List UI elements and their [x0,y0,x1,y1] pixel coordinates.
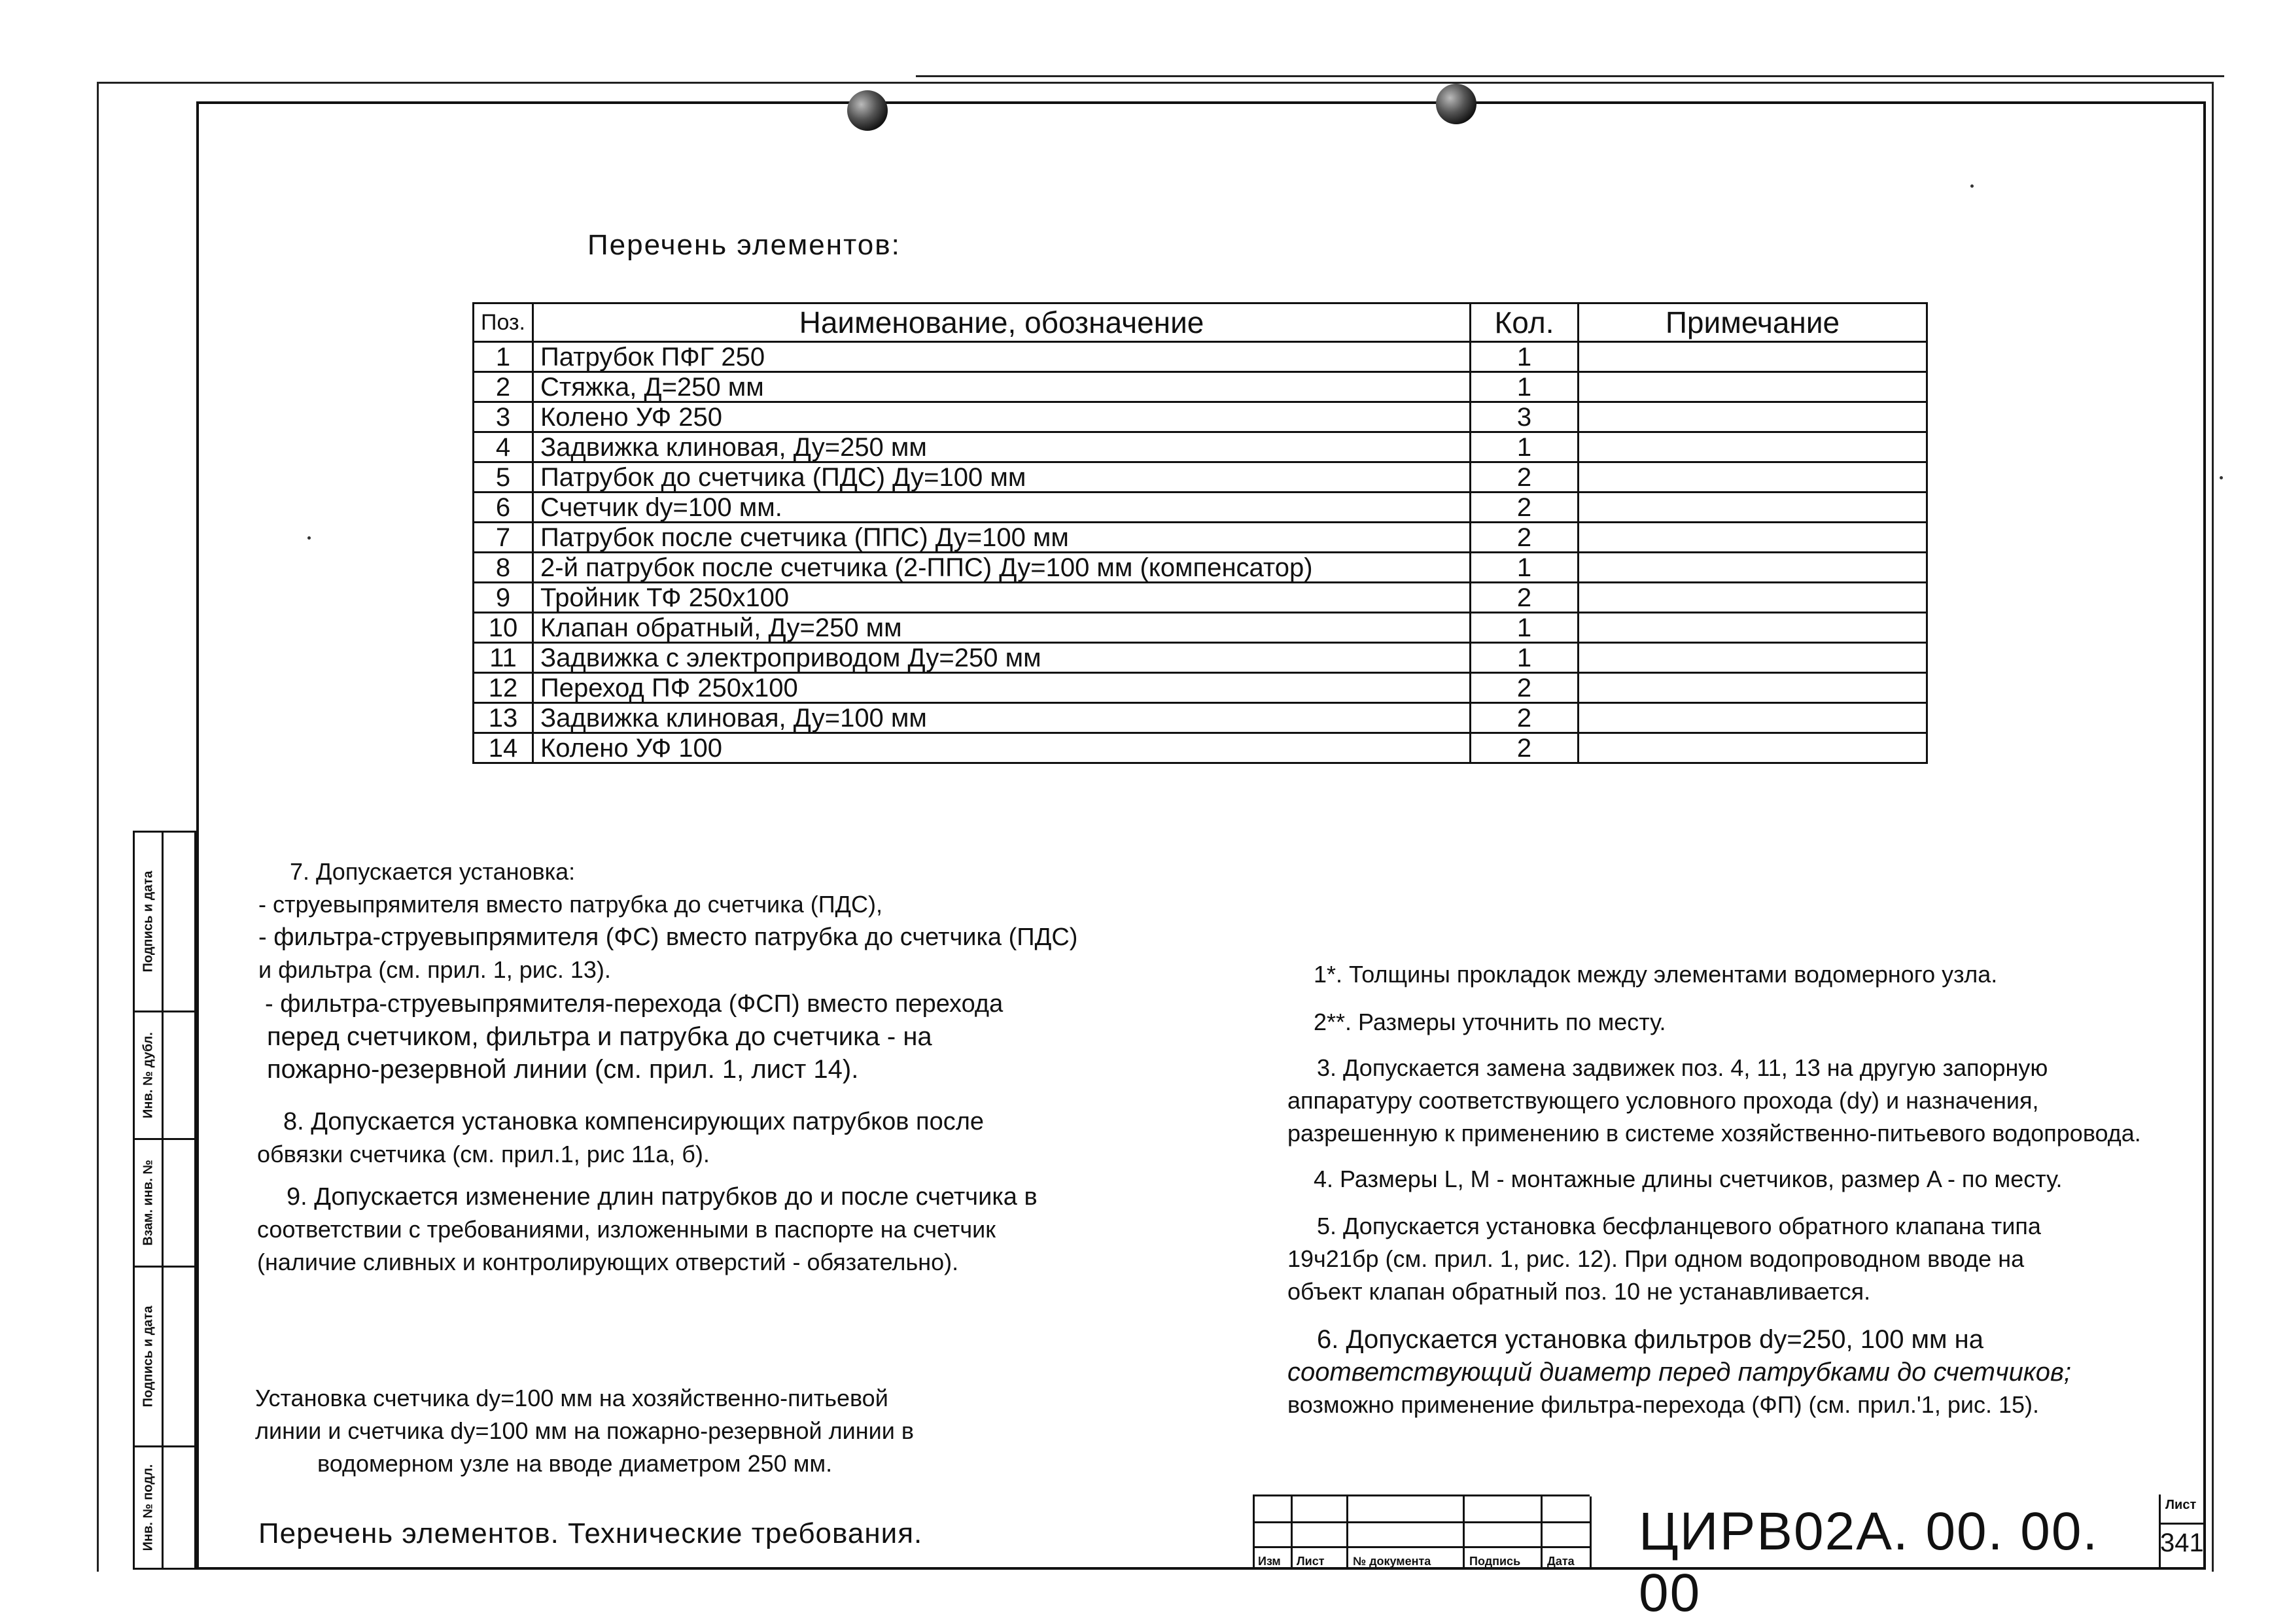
row-name: Патрубок после счетчика (ППС) Ду=100 мм [533,523,1471,553]
table-row [474,402,1927,432]
row-quantity: 1 [1471,553,1579,583]
table-row [474,492,1927,523]
drawing-caption-line: водомерном узле на вводе диаметром 250 мм. [317,1450,833,1477]
revision-col-label: Изм [1258,1555,1281,1568]
row-name: Задвижка с электроприводом Ду=250 мм [533,643,1471,673]
row-name: Патрубок ПФГ 250 [533,342,1471,372]
sheet-label: Лист [2165,1498,2197,1512]
row-position: 14 [474,733,533,763]
row-note [1579,673,1927,703]
row-position: 3 [474,402,533,432]
row-quantity: 2 [1471,523,1579,553]
table-row [474,523,1927,553]
sheet-box-divider [2159,1523,2206,1525]
stamp-label: Подпись и дата [141,871,155,973]
date-col-label: Дата [1547,1555,1575,1568]
note-8-line: 8. Допускается установка компенсирующих патрубков после [283,1108,985,1135]
row-name: Стяжка, Д=250 мм [533,372,1471,402]
table-row [474,462,1927,492]
note-2: 2**. Размеры уточнить по месту. [1314,1009,1666,1035]
row-position: 8 [474,553,533,583]
table-row [474,613,1927,643]
row-position: 9 [474,583,533,613]
row-note [1579,462,1927,492]
stamp-label: Подпись и дата [141,1305,155,1408]
row-quantity: 2 [1471,583,1579,613]
row-quantity: 2 [1471,673,1579,703]
row-name: Задвижка клиновая, Ду=250 мм [533,432,1471,462]
table-row [474,733,1927,763]
row-name: Задвижка клиновая, Ду=100 мм [533,703,1471,733]
row-note [1579,342,1927,372]
sheet-col-label: Лист [1297,1555,1325,1568]
row-quantity: 3 [1471,402,1579,432]
row-position: 6 [474,492,533,523]
elements-table [472,302,1928,764]
stamp-label: Взам. инв. № [141,1160,155,1246]
note-7-title: 7. Допускается установка: [290,858,576,885]
row-position: 5 [474,462,533,492]
row-note [1579,372,1927,402]
note-7-line: - струевыпрямителя вместо патрубка до счетчика (ПДС), [258,891,882,918]
scan-speck [2220,476,2223,479]
row-quantity: 1 [1471,432,1579,462]
row-note [1579,402,1927,432]
row-name: Клапан обратный, Ду=250 мм [533,613,1471,643]
row-position: 13 [474,703,533,733]
note-7-line: перед счетчиком, фильтра и патрубка до счетчика - на [267,1022,932,1051]
row-position: 11 [474,643,533,673]
row-position: 7 [474,523,533,553]
pushpin-icon [847,90,888,131]
row-quantity: 2 [1471,733,1579,763]
elements-list-heading: Перечень элементов: [587,229,901,261]
row-note [1579,703,1927,733]
table-header-row [474,303,1927,342]
row-name: Переход ПФ 250х100 [533,673,1471,703]
row-position: 12 [474,673,533,703]
revision-grid [1253,1494,1590,1570]
drawing-caption-line: линии и счетчика dy=100 мм на пожарно-резервной линии в [255,1417,914,1444]
col-pos-header: Поз. [474,303,533,342]
note-5-line: объект клапан обратный поз. 10 не устанавливается. [1287,1278,1871,1305]
row-quantity: 2 [1471,492,1579,523]
row-note [1579,613,1927,643]
pushpin-icon [1436,84,1476,124]
row-position: 2 [474,372,533,402]
note-7-line: - фильтра-струевыпрямителя (ФС) вместо патрубка до счетчика (ПДС) [258,924,1078,951]
stamp-label: Инв. № дубл. [141,1032,155,1118]
row-position: 4 [474,432,533,462]
table-row [474,643,1927,673]
row-quantity: 1 [1471,342,1579,372]
note-5-line: 5. Допускается установка бесфланцевого обратного клапана типа [1317,1213,2041,1239]
note-9-line: соответствии с требованиями, изложенными в паспорте на счетчик [257,1216,996,1243]
table-body [474,342,1927,763]
col-name-header: Наименование, обозначение [533,303,1471,342]
scan-speck [1970,184,1974,188]
row-note [1579,492,1927,523]
note-3-line: аппаратуру соответствующего условного прохода (dy) и назначения, [1287,1087,2039,1114]
note-7-line: и фильтра (см. прил. 1, рис. 13). [258,956,611,983]
table-row [474,432,1927,462]
note-6-line: соответствующий диаметр перед патрубками до счетчиков; [1287,1358,2072,1387]
row-note [1579,432,1927,462]
table-row [474,703,1927,733]
scan-speck [307,536,311,540]
sheet-title: Перечень элементов. Технические требования. [258,1517,923,1549]
note-4: 4. Размеры L, M - монтажные длины счетчиков, размер A - по месту. [1314,1166,2063,1192]
stamp-cell [135,1268,194,1447]
document-col-label: № документа [1353,1555,1431,1568]
row-name: Колено УФ 100 [533,733,1471,763]
row-name: 2-й патрубок после счетчика (2-ППС) Ду=100 мм (компенсатор) [533,553,1471,583]
row-name: Тройник ТФ 250х100 [533,583,1471,613]
row-position: 10 [474,613,533,643]
note-6-line: 6. Допускается установка фильтров dy=250, 100 мм на [1317,1325,1984,1354]
table-row [474,553,1927,583]
sheet-number: 341 [2160,1529,2204,1557]
note-9-line: 9. Допускается изменение длин патрубков до и после счетчика в [287,1183,1038,1211]
row-name: Счетчик dy=100 мм. [533,492,1471,523]
note-1: 1*. Толщины прокладок между элементами водомерного узла. [1314,961,1998,988]
top-border-line [916,75,2224,77]
row-note [1579,523,1927,553]
row-quantity: 1 [1471,613,1579,643]
note-6-line: возможно применение фильтра-перехода (ФП) (см. прил.'1, рис. 15). [1287,1391,2039,1418]
stamp-cell [135,1140,194,1268]
table-row [474,372,1927,402]
signature-col-label: Подпись [1469,1555,1521,1568]
table-row [474,342,1927,372]
note-9-line: (наличие сливных и контролирующих отверстий - обязательно). [257,1249,959,1275]
col-note-header: Примечание [1579,303,1927,342]
stamp-cell [135,833,194,1012]
stamp-label: Инв. № подл. [141,1464,155,1551]
row-position: 1 [474,342,533,372]
row-quantity: 2 [1471,703,1579,733]
side-stamp [133,831,196,1570]
drawing-caption-line: Установка счетчика dy=100 мм на хозяйственно-питьевой [255,1385,888,1411]
stamp-cell [135,1012,194,1140]
row-name: Колено УФ 250 [533,402,1471,432]
row-quantity: 2 [1471,462,1579,492]
stamp-cell [135,1447,194,1568]
title-block [1253,1494,2162,1623]
row-note [1579,733,1927,763]
note-8-line: обвязки счетчика (см. прил.1, рис 11а, б). [257,1141,710,1167]
table-row [474,673,1927,703]
row-name: Патрубок до счетчика (ПДС) Ду=100 мм [533,462,1471,492]
row-note [1579,643,1927,673]
note-5-line: 19ч21бр (см. прил. 1, рис. 12). При одном водопроводном вводе на [1287,1245,2025,1272]
row-note [1579,553,1927,583]
note-7-line: пожарно-резервной линии (см. прил. 1, лист 14). [267,1055,859,1084]
note-3-line: разрешенную к применению в системе хозяйственно-питьевого водопровода. [1287,1120,2141,1147]
document-code: ЦИРВ02А. 00. 00. 00 [1639,1502,2099,1623]
note-3-line: 3. Допускается замена задвижек поз. 4, 11, 13 на другую запорную [1317,1054,2048,1081]
note-7-line: - фильтра-струевыпрямителя-перехода (ФСП) вместо перехода [265,990,1004,1018]
row-quantity: 1 [1471,643,1579,673]
col-qty-header: Кол. [1471,303,1579,342]
row-quantity: 1 [1471,372,1579,402]
row-note [1579,583,1927,613]
table-row [474,583,1927,613]
